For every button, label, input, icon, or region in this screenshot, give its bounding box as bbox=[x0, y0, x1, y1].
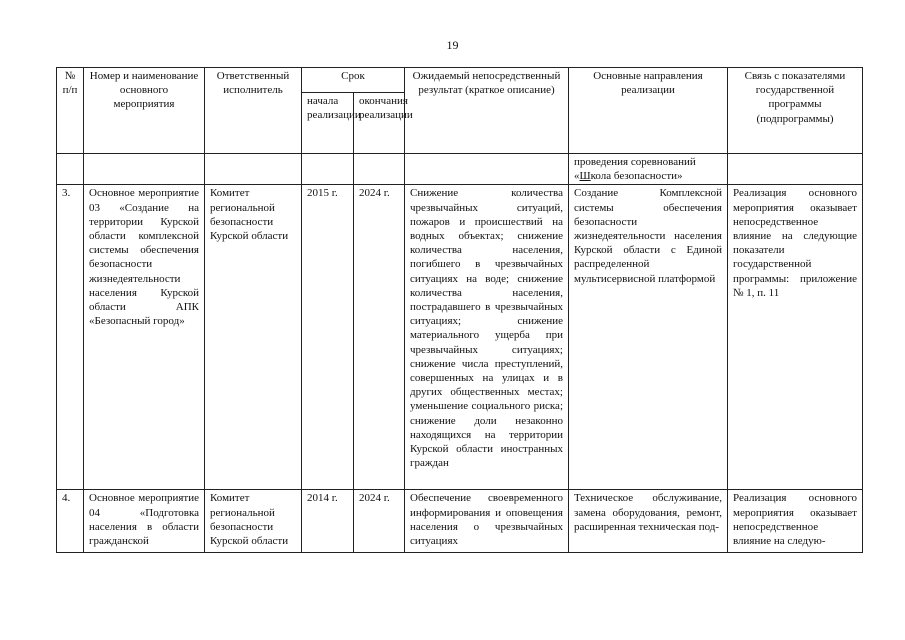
row-end: 2024 г. bbox=[354, 490, 405, 553]
row-name: Основное мероприятие 04 «Подготовка населения в области гражданской bbox=[84, 490, 205, 553]
row-start: 2014 г. bbox=[302, 490, 354, 553]
header-name: Номер и наименование основного мероприятия bbox=[84, 68, 205, 154]
table-row bbox=[57, 185, 863, 490]
header-term: Срок bbox=[302, 68, 405, 93]
row-link: Реализация основного мероприятия оказывает непосредственное влияние на следующие показатели государственной программы: приложение № 1, п. 11 bbox=[728, 185, 863, 490]
row-executor: Комитет региональной безопасности Курской области bbox=[205, 185, 302, 490]
row-num: 3. bbox=[57, 185, 84, 490]
row-link: Реализация основного мероприятия оказывает непосредственное влияние на следую- bbox=[728, 490, 863, 553]
page-number: 19 bbox=[446, 38, 459, 52]
row-start: 2015 г. bbox=[302, 185, 354, 490]
table-header-row bbox=[57, 68, 863, 93]
header-num: № п/п bbox=[57, 68, 84, 154]
row-result: Обеспечение своевременного информирования и оповещения населения о чрезвычайных ситуациях bbox=[405, 490, 569, 553]
header-executor: Ответственный исполнитель bbox=[205, 68, 302, 154]
row-num: 4. bbox=[57, 490, 84, 553]
row-executor: Комитет региональной безопасности Курской области bbox=[205, 490, 302, 553]
row-directions: Техническое обслуживание, замена оборудования, ремонт, расширенная техническая под- bbox=[569, 490, 728, 553]
header-end: окончания реализации bbox=[354, 93, 405, 154]
row-result: Снижение количества чрезвычайных ситуаций, пожаров и происшествий на водных объектах; снижение количества населения, погибшего в чрезвычайных ситуациях на воде; снижение количества населения, пострадавшего в чрезвычайных ситуациях; снижение материального ущерба при чрезвычайных ситуациях; снижение числа преступлений, совершенных на улицах и в других общественных местах; уменьшение социального риска; снижение доли незаконно находящихся на территории Курской области иностранных граждан bbox=[405, 185, 569, 490]
header-directions: Основные направления реализации bbox=[569, 68, 728, 154]
header-result: Ожидаемый непосредственный результат (краткое описание) bbox=[405, 68, 569, 154]
header-start: начала реализации bbox=[302, 93, 354, 154]
row-name: Основное мероприятие 03 «Создание на территории Курской области комплексной системы обеспечения безопасности жизнедеятельности населения Курской области АПК «Безопасный город» bbox=[84, 185, 205, 490]
measures-table bbox=[56, 67, 863, 553]
row-end: 2024 г. bbox=[354, 185, 405, 490]
row-directions: Создание Комплексной системы обеспечения безопасности жизнедеятельности населения Курской области с Единой распределенной мультисервисной платформой bbox=[569, 185, 728, 490]
continuation-row bbox=[57, 154, 863, 185]
continuation-directions: проведения соревнований «Школа безопасности» bbox=[569, 154, 728, 185]
table-row bbox=[57, 490, 863, 553]
header-link: Связь с показателями государственной программы (подпрограммы) bbox=[728, 68, 863, 154]
